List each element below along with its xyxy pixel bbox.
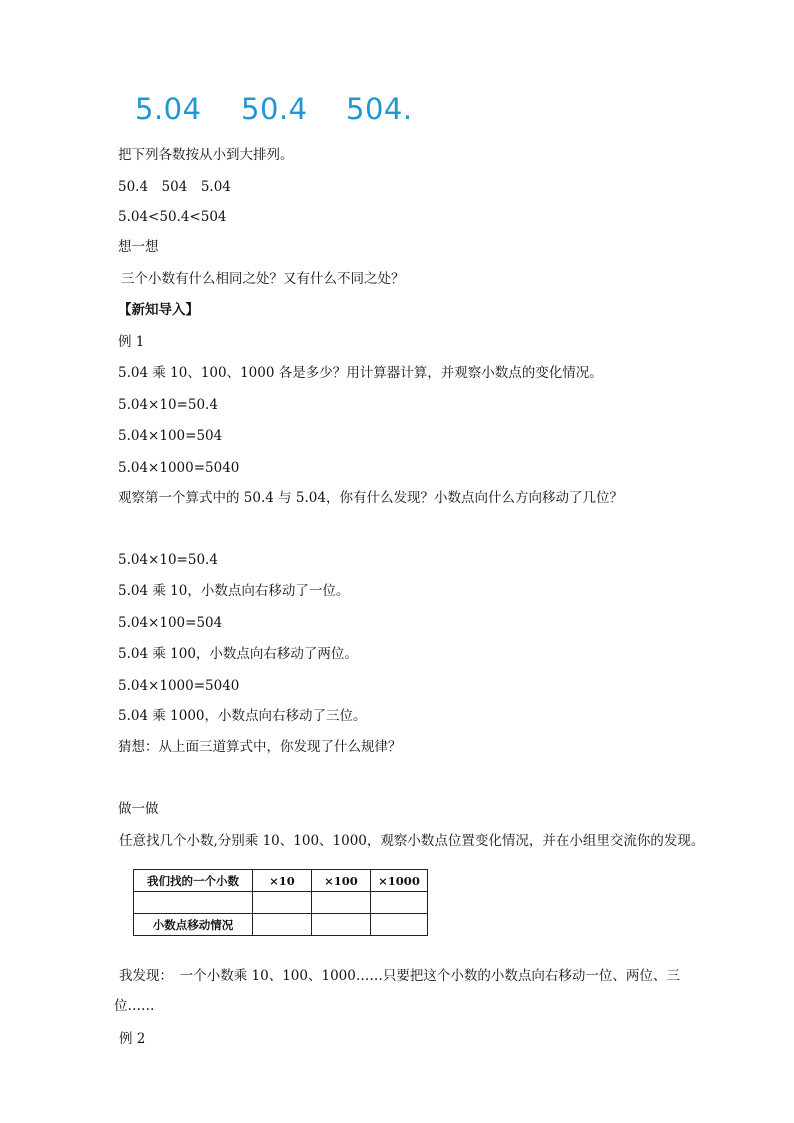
instruction-sort: 把下列各数按从小到大排列。 [118,147,294,163]
explanation-2: 5.04 乘 100，小数点向右移动了两位。 [118,646,358,662]
table-cell[interactable] [312,892,371,914]
table-row [134,870,428,892]
equation-5: 5.04×100=504 [118,615,223,631]
equation-6: 5.04×1000=5040 [118,678,240,694]
table-cell[interactable] [253,914,312,936]
table-row-label: 小数点移动情况 [134,914,253,936]
practice-heading: 做一做 [118,801,159,817]
section-heading: 【新知导入】 [118,302,199,318]
table-cell[interactable] [134,892,253,914]
example-1-heading: 例 1 [118,334,145,350]
table-header-cell: 我们找的一个小数 [134,870,253,892]
explanation-1: 5.04 乘 10，小数点向右移动了一位。 [118,583,350,599]
table-cell[interactable] [253,892,312,914]
table-row [134,892,428,914]
equation-1: 5.04×10=50.4 [118,397,218,413]
number-list: 50.4 504 5.04 [118,179,231,195]
discovery-table [133,869,428,936]
explanation-3: 5.04 乘 1000，小数点向右移动了三位。 [118,708,367,724]
think-question: 三个小数有什么相同之处？又有什么不同之处？ [121,271,405,287]
table-cell[interactable] [371,892,428,914]
practice-instruction: 任意找几个小数,分别乘 10、100、1000，观察小数点位置变化情况，并在小组里交流你的发现。 [119,833,705,849]
discovery-text: 我发现： 一个小数乘 10、100、1000……只要把这个小数的小数点向右移动一位、两位、三 [119,968,680,984]
example-2-heading: 例 2 [119,1031,146,1047]
guess-question: 猜想：从上面三道算式中，你发现了什么规律？ [118,739,402,755]
table-header-cell: ×100 [312,870,371,892]
equation-4: 5.04×10=50.4 [118,552,218,568]
equation-2: 5.04×100=504 [118,428,223,444]
table-header-cell: ×10 [253,870,312,892]
observe-question: 观察第一个算式中的 50.4 与 5.04，你有什么发现？小数点向什么方向移动了几位？ [118,490,623,506]
discovery-text-continued: 位…… [114,998,155,1014]
header-number-1: 5.04 [135,92,202,126]
header-number-2: 50.4 [241,92,308,126]
table-cell[interactable] [371,914,428,936]
think-heading: 想一想 [118,239,159,255]
example-1-question: 5.04 乘 10、100、1000 各是多少？用计算器计算，并观察小数点的变化情况。 [118,365,603,381]
table-row [134,914,428,936]
equation-3: 5.04×1000=5040 [118,460,240,476]
table-header-cell: ×1000 [371,870,428,892]
table-cell[interactable] [312,914,371,936]
header-number-3: 504. [346,92,413,126]
sorted-result: 5.04<50.4<504 [118,209,227,225]
